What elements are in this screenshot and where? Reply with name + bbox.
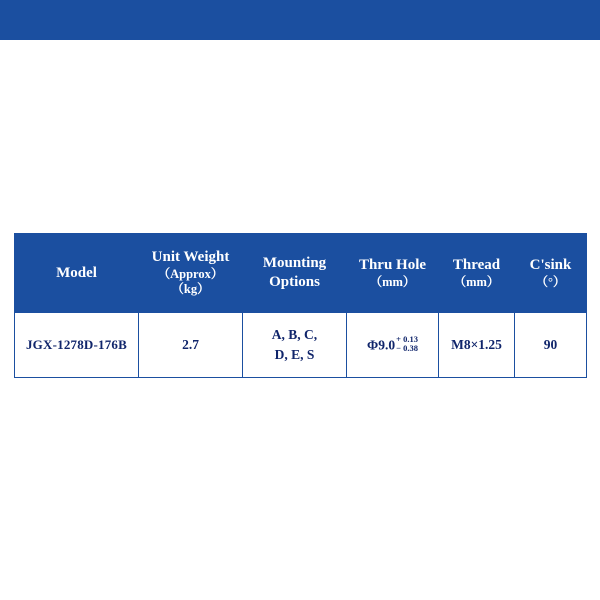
cell-thru-hole-base: Φ9.0 <box>367 337 396 353</box>
specification-table-container <box>14 233 586 378</box>
cell-thread: M8×1.25 <box>439 313 515 378</box>
header-options-label: Options <box>269 274 320 290</box>
cell-unit-weight: 2.7 <box>139 313 243 378</box>
header-thread-label: Thread <box>452 256 501 273</box>
cell-csink: 90 <box>515 313 587 378</box>
header-csink <box>515 234 587 313</box>
header-thread <box>439 234 515 313</box>
table-body <box>15 313 587 378</box>
header-unit-weight <box>139 234 243 313</box>
header-unit-weight-unit: （kg） <box>171 282 210 297</box>
cell-thru-hole-tolerance <box>396 335 418 353</box>
header-mounting-label: Mounting <box>262 255 327 272</box>
cell-thru-hole <box>347 313 439 378</box>
header-unit-weight-label: Unit Weight <box>151 249 230 265</box>
table-header <box>15 234 587 313</box>
specification-table <box>14 233 587 378</box>
cell-mounting-line1: A, B, C, <box>271 327 318 343</box>
cell-mounting-options <box>243 313 347 378</box>
cell-mounting-line2: D, E, S <box>274 347 315 362</box>
header-thru-hole-unit: （mm） <box>369 274 416 289</box>
header-thru-hole-label: Thru Hole <box>358 256 427 273</box>
header-thread-unit: （mm） <box>453 274 500 289</box>
header-unit-weight-approx: （Approx） <box>157 266 224 281</box>
header-model <box>15 234 139 313</box>
table-header-row <box>15 234 587 313</box>
top-blue-band <box>0 0 600 40</box>
header-model-label: Model <box>56 264 97 281</box>
header-csink-unit: （°） <box>535 274 566 289</box>
table-row <box>15 313 587 378</box>
header-csink-label: C'sink <box>529 256 572 273</box>
tolerance-lower: − 0.38 <box>396 342 418 353</box>
cell-model: JGX-1278D-176B <box>15 313 139 378</box>
header-thru-hole <box>347 234 439 313</box>
header-mounting-options <box>243 234 347 313</box>
tolerance-upper: + 0.13 <box>396 333 418 344</box>
